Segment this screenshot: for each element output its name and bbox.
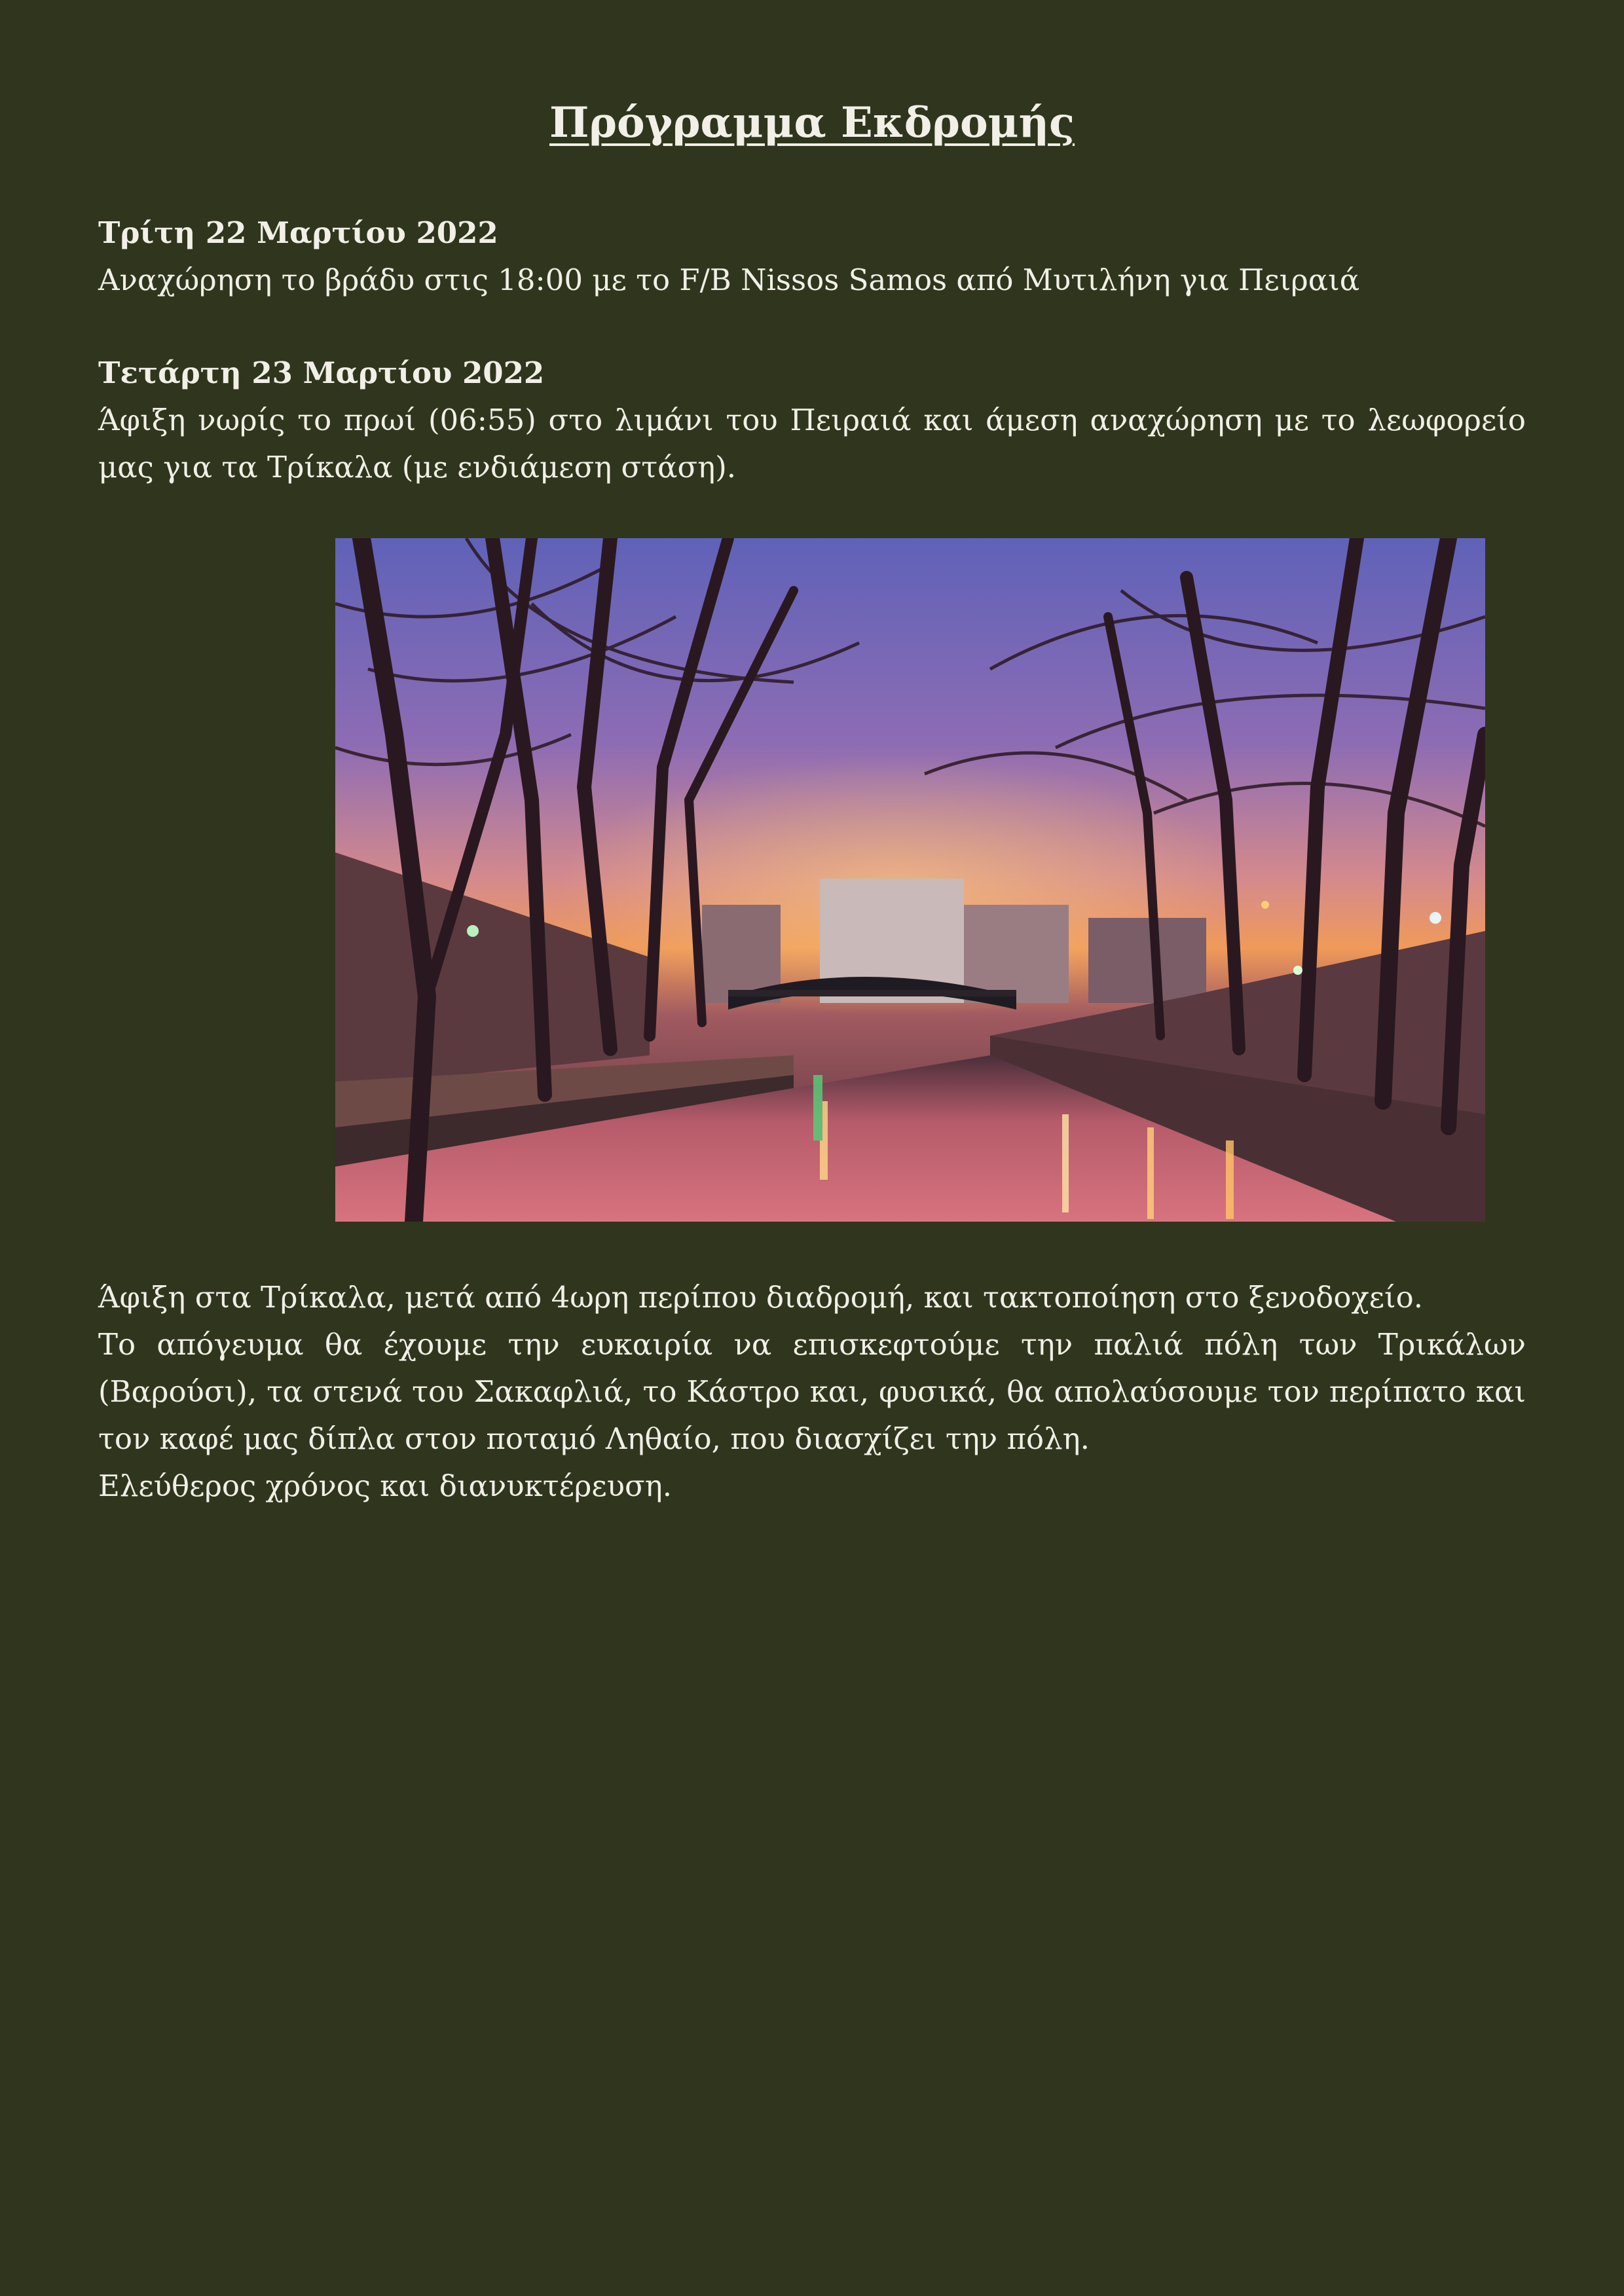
day-heading-wednesday: Τετάρτη 23 Μαρτίου 2022: [98, 355, 545, 390]
arrival-text: Άφιξη στα Τρίκαλα, μετά από 4ωρη περίπου διαδρομή, και τακτοποίηση στο ξενοδοχείο.: [98, 1280, 1424, 1315]
day-text-tuesday: Αναχώρηση το βράδυ στις 18:00 με το F/B Nissos Samos από Μυτιλήνη για Πειραιά: [98, 263, 1360, 297]
river-sunset-photo: [335, 538, 1485, 1222]
day-text-wednesday: Άφιξη νωρίς το πρωί (06:55) στο λιμάνι του Πειραιά και άμεση αναχώρηση με το λεωφορείο μας για τα Τρίκαλα (με ενδιάμεση στάση).: [98, 403, 1526, 484]
page-title: Πρόγραμμα Εκδρομής: [549, 98, 1075, 147]
afternoon-text: Το απόγευμα θα έχουμε την ευκαιρία να επισκεφτούμε την παλιά πόλη των Τρικάλων (Βαρούσι), τα στενά του Σακαφλιά, το Κάστρο και, φυσικά, θα απολαύσουμε τον περίπατο και τον καφέ μας δίπλα στον ποταμό Ληθαίο, που διασχίζει την πόλη.: [98, 1327, 1526, 1456]
day-heading-tuesday: Τρίτη 22 Μαρτίου 2022: [98, 215, 498, 250]
free-time-text: Ελεύθερος χρόνος και διανυκτέρευση.: [98, 1468, 673, 1503]
